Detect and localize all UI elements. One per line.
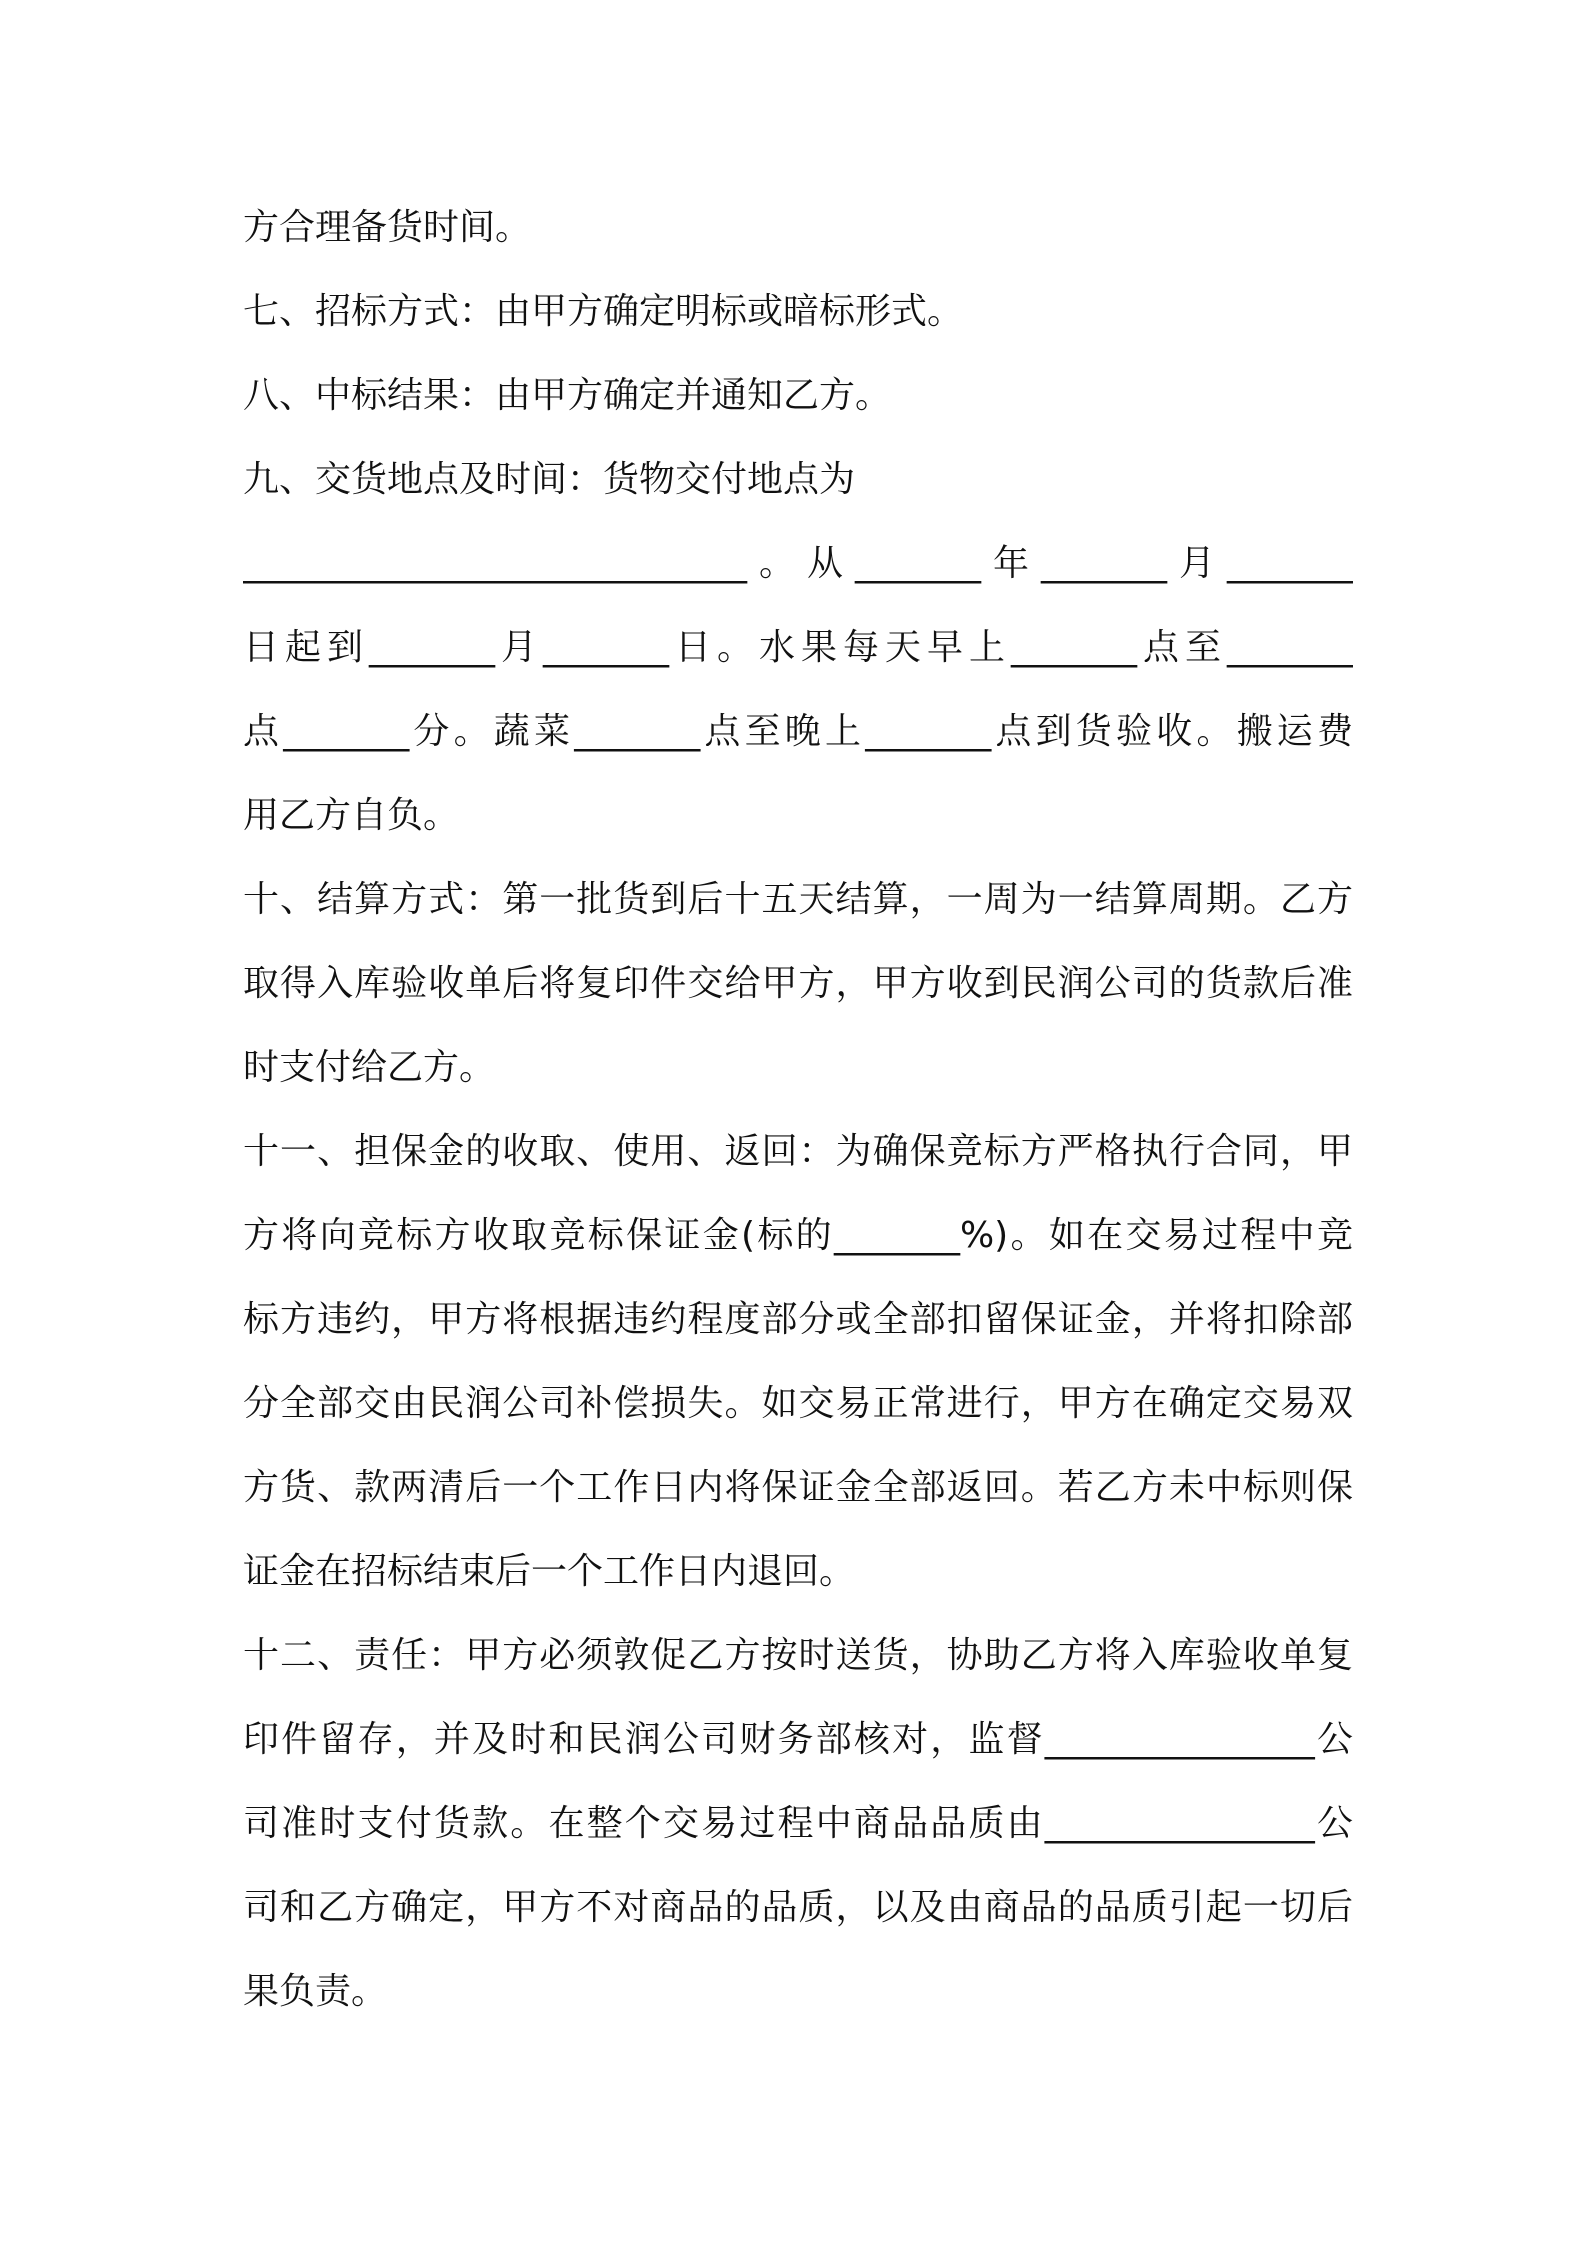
section-8-line: 八、中标结果：由甲方确定并通知乙方。: [243, 375, 892, 416]
section-12-line: 十二、责任：甲方必须敦促乙方按时送货，协助乙方将入库验收单复: [243, 1635, 1353, 1676]
text-line: 方合理备货时间。: [243, 207, 532, 248]
document-body: [243, 198, 1353, 2046]
text-line: 标方违约，甲方将根据违约程度部分或全部扣留保证金，并将扣除部: [243, 1299, 1353, 1340]
section-7-line: 七、招标方式：由甲方确定明标或暗标形式。: [243, 291, 964, 332]
text-line: 证金在招标结束后一个工作日内退回。: [243, 1551, 856, 1592]
section-10-line: 十、结算方式：第一批货到后十五天结算，一周为一结算周期。乙方: [243, 879, 1353, 920]
text-line: 方货、款两清后一个工作日内将保证金全部返回。若乙方未中标则保: [243, 1467, 1353, 1508]
text-line: 时支付给乙方。: [243, 1047, 496, 1088]
text-line: 司准时支付货款。在整个交易过程中商品品质由_______________公: [243, 1803, 1353, 1844]
text-line: 取得入库验收单后将复印件交给甲方，甲方收到民润公司的货款后准: [243, 963, 1353, 1004]
section-11-line: 十一、担保金的收取、使用、返回：为确保竞标方严格执行合同，甲: [243, 1131, 1353, 1172]
text-line: 司和乙方确定，甲方不对商品的品质，以及由商品的品质引起一切后: [243, 1887, 1353, 1928]
text-line: 印件留存，并及时和民润公司财务部核对，监督_______________公: [243, 1719, 1353, 1760]
text-line: 分全部交由民润公司补偿损失。如交易正常进行，甲方在确定交易双: [243, 1383, 1353, 1424]
text-line: 日起到_______月_______日。水果每天早上_______点至_______: [243, 627, 1353, 668]
section-9-line: 九、交货地点及时间：货物交付地点为: [243, 459, 856, 500]
text-line: ____________________________。从_______年_______月_______: [243, 543, 1353, 584]
text-line: 用乙方自负。: [243, 795, 460, 836]
text-line: 方将向竞标方收取竞标保证金(标的_______%)。如在交易过程中竞: [243, 1215, 1353, 1256]
text-line: 果负责。: [243, 1971, 388, 2012]
text-line: 点_______分。蔬菜_______点至晚上_______点到货验收。搬运费: [243, 711, 1353, 752]
